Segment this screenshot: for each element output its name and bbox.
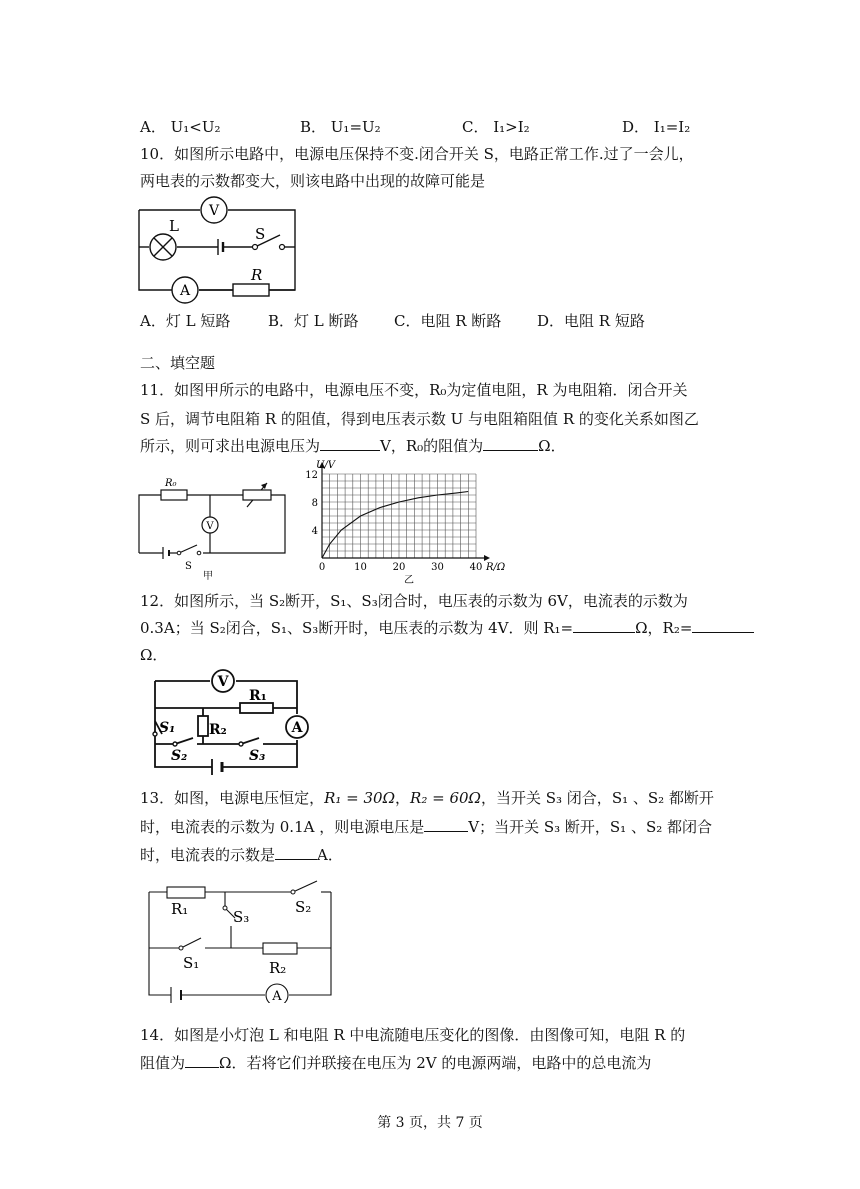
q12-line2-text-b: Ω，R₂= (635, 619, 693, 637)
q11-line3-text-c: Ω． (538, 437, 566, 455)
q11-blank-voltage[interactable] (320, 436, 380, 451)
q13-line3 (140, 844, 343, 866)
section-heading: 二、填空题 (140, 354, 216, 372)
q12-voltmeter-label: V (217, 674, 229, 690)
q11-chart (296, 452, 516, 587)
q12-blank-r2[interactable] (692, 618, 754, 633)
q12-r2-label: R₂ (209, 722, 227, 738)
q12-line3: Ω． (140, 646, 168, 664)
chart-x-tick-label: 40 (469, 562, 483, 573)
chart-y-tick-label: 12 (305, 470, 318, 481)
chart-y-tick-label: 8 (311, 498, 318, 509)
q13-s3-label: S₃ (233, 908, 250, 926)
q13-line2-text-a: 时，电流表的示数为 0.1A ，则电源电压是 (140, 818, 425, 836)
q10-option-b: B．灯 L 断路 (268, 312, 359, 330)
q13-r2-label: R₂ (269, 959, 287, 977)
chart-x-axis-label: R/Ω (486, 562, 506, 573)
q12-s2-label: S₂ (171, 748, 188, 764)
q9-option-b: B． U₁=U₂ (300, 118, 381, 136)
q12-line1: 12．如图所示，当 S₂断开，S₁、S₃闭合时，电压表的示数为 6V，电流表的示数为 (140, 592, 688, 610)
q11-r0-label: R₀ (165, 478, 177, 489)
q10-resistor-label: R (251, 266, 263, 284)
q13-line2 (140, 816, 712, 838)
q14-line1: 14．如图是小灯泡 L 和电阻 R 中电流随电压变化的图像．由图像可知，电阻 R 的 (140, 1026, 686, 1044)
chart-caption: 乙 (404, 575, 414, 586)
q13-line1-text-a: 13．如图，电源电压恒定， (140, 789, 325, 807)
chart-grid (322, 474, 476, 558)
q14-line2 (140, 1052, 651, 1074)
q10-option-d: D．电阻 R 短路 (537, 312, 645, 330)
q12-line2-text-a: 0.3A；当 S₂闭合，S₁、S₃断开时，电压表的示数为 4V．则 R₁= (140, 619, 574, 637)
q12-circuit-diagram (145, 668, 315, 778)
q14-blank-resistance[interactable] (185, 1053, 219, 1068)
q13-line2-text-b: V；当开关 S₃ 断开， (468, 818, 610, 836)
q9-option-c: C． I₁>I₂ (462, 118, 530, 136)
chart-axes (319, 462, 490, 561)
q13-r1-value: R₁ = 30Ω (324, 789, 396, 807)
q11-blank-r0[interactable] (483, 436, 538, 451)
q10-ammeter-label: A (179, 283, 191, 299)
q11-line1: 11．如图甲所示的电路中，电源电压不变，R₀为定值电阻，R 为电阻箱．闭合开关 (140, 381, 688, 399)
q13-line1: 13．如图，电源电压恒定，R₁ = 30Ω，R₂ = 60Ω，当开关 S₃ 闭合，S₁ 、S₂ 都断开 (140, 789, 714, 807)
q10-line2: 两电表的示数都变大，则该电路中出现的故障可能是 (140, 172, 486, 190)
q12-line2 (140, 617, 754, 639)
q9-option-d: D． I₁=I₂ (622, 118, 691, 136)
q13-blank-current[interactable] (275, 845, 317, 860)
chart-x-tick-label: 0 (318, 562, 326, 573)
q12-s1-label: S₁ (159, 720, 176, 736)
q13-line3-text-b: A． (317, 846, 343, 864)
q12-r1-label: R₁ (249, 688, 267, 704)
q13-circuit-diagram (145, 878, 335, 1003)
chart-y-axis-label: U/V (316, 460, 336, 471)
q10-option-a: A．灯 L 短路 (140, 312, 231, 330)
q13-blank-voltage[interactable] (424, 817, 468, 832)
chart-x-tick-label: 30 (431, 562, 444, 573)
q11-line2: S 后，调节电阻箱 R 的阻值，得到电压表示数 U 与电阻箱阻值 R 的变化关系如图乙 (140, 410, 699, 428)
q14-line2-text-a: 阻值为 (140, 1054, 186, 1072)
chart-x-arrow (484, 555, 490, 561)
q14-line2-text-b: Ω．若将它们并联接在电压为 2V 的电源两端，电路中的总电流为 (219, 1054, 652, 1072)
chart-x-tick-label: 10 (354, 562, 367, 573)
q12-s3-label: S₃ (249, 748, 266, 764)
q12-blank-r1[interactable] (573, 618, 635, 633)
q10-switch-label: S (255, 225, 266, 243)
q13-line3-text-a: 时，电流表的示数是 (140, 846, 276, 864)
q12-ammeter-label: A (291, 720, 303, 736)
q10-circuit-diagram (135, 195, 305, 305)
page-footer: 第 3 页，共 7 页 (377, 1115, 483, 1131)
q9-option-a: A． U₁<U₂ (140, 118, 221, 136)
q11-line3-text-b: V，R₀的阻值为 (380, 437, 484, 455)
q13-r2-value: R₂ = 60Ω (410, 789, 481, 807)
q13-s1-label: S₁ (183, 954, 200, 972)
q11-line3-text-a: 所示，则可求出电源电压为 (140, 437, 321, 455)
chart-x-tick-label: 20 (392, 562, 406, 573)
q10-option-c: C．电阻 R 断路 (394, 312, 502, 330)
q13-line2-text-c: S₁ 、S₂ 都闭合 (609, 818, 713, 836)
q13-r1-label: R₁ (171, 900, 189, 918)
q10-voltmeter-label: V (208, 203, 220, 219)
q10-lamp-label: L (169, 217, 179, 235)
q11-circuit-diagram (135, 475, 293, 585)
q11-circuit-caption: 甲 (203, 571, 213, 582)
q11-voltmeter-label: V (206, 521, 214, 532)
q13-s2-label: S₂ (295, 898, 312, 916)
q11-switch-label: S (185, 561, 192, 572)
q10-line1: 10．如图所示电路中，电源电压保持不变.闭合开关 S，电路正常工作.过了一会儿， (140, 145, 694, 163)
q13-line1-text-c: S₁ 、S₂ 都断开 (611, 789, 714, 807)
q13-line1-text-b: ，当开关 S₃ 闭合， (480, 789, 612, 807)
q13-ammeter-label: A (272, 989, 282, 1003)
chart-series-line (322, 492, 468, 559)
chart-y-tick-label: 4 (311, 526, 318, 537)
